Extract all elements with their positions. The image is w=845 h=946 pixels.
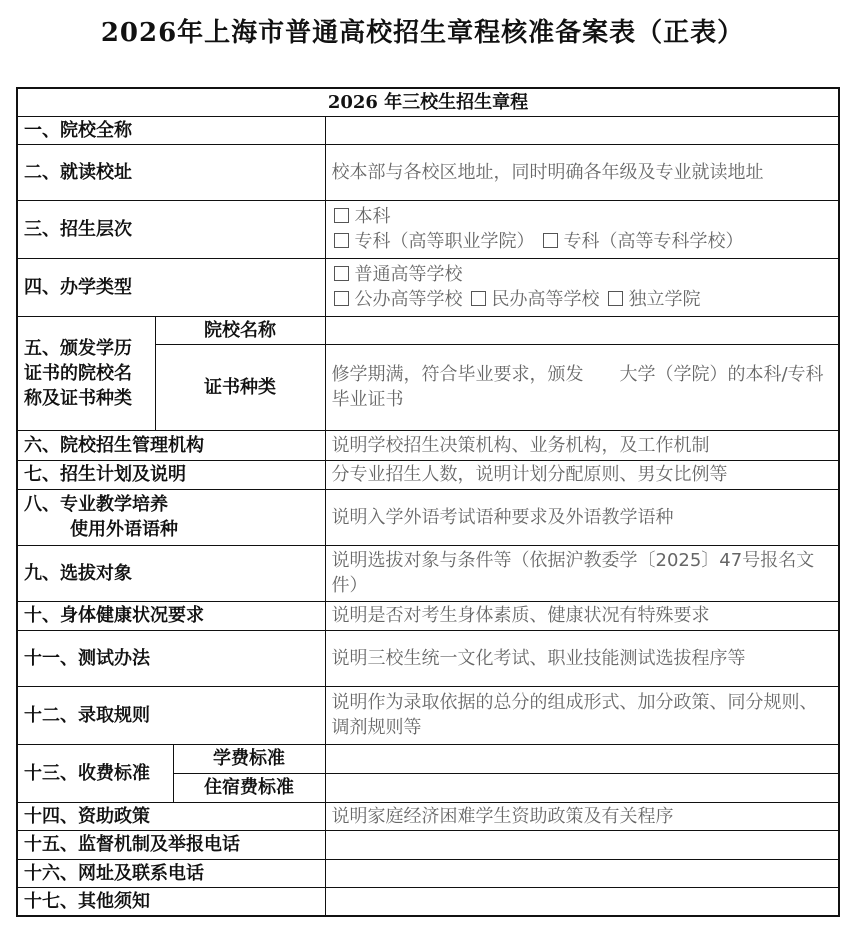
label-school-type: 四、办学类型 [17,258,325,316]
row-school-type [17,258,839,316]
label-fees: 十三、收费标准 [17,744,173,802]
label-certificate-section: 五、颁发学历证书的院校名称及证书种类 [17,316,155,430]
table-caption: 2026 年三校生招生章程 [17,88,839,116]
checkbox-icon [543,233,558,248]
row-admission-level [17,200,839,258]
value-supervision[interactable] [325,830,839,859]
value-health-requirement[interactable]: 说明是否对考生身体素质、健康状况有特殊要求 [325,601,839,630]
value-admission-office[interactable]: 说明学校招生决策机构、业务机构，及工作机制 [325,430,839,460]
option-general-university[interactable]: 普通高等学校 [332,262,463,287]
page-title: 2026年上海市普通高校招生章程核准备案表（正表） [100,18,745,48]
row-certificate-school [17,316,839,344]
checkbox-icon [334,291,349,306]
row-financial-aid [17,802,839,830]
option-private-university[interactable]: 民办高等学校 [469,287,600,312]
label-admission-office: 六、院校招生管理机构 [17,430,325,460]
checkbox-icon [334,266,349,281]
value-school-name[interactable] [325,116,839,144]
row-health-requirement [17,601,839,630]
value-financial-aid[interactable]: 说明家庭经济困难学生资助政策及有关程序 [325,802,839,830]
value-website-contact[interactable] [325,859,839,887]
label-website-contact: 十六、网址及联系电话 [17,859,325,887]
value-enrollment-plan[interactable]: 分专业招生人数，说明计划分配原则、男女比例等 [325,460,839,489]
value-campus-address[interactable]: 校本部与各校区地址，同时明确各年级及专业就读地址 [325,144,839,200]
row-enrollment-plan [17,460,839,489]
label-test-method: 十一、测试办法 [17,630,325,686]
option-independent-college[interactable]: 独立学院 [606,287,701,312]
options-admission-level [325,200,839,258]
row-admission-office [17,430,839,460]
table-caption-row [17,88,839,116]
label-financial-aid: 十四、资助政策 [17,802,325,830]
label-school-name: 一、院校全称 [17,116,325,144]
row-admission-rules [17,686,839,744]
option-junior-college[interactable]: 专科（高等专科学校） [541,229,744,254]
row-selection-target [17,545,839,601]
filing-form-table [16,87,840,917]
label-admission-rules: 十二、录取规则 [17,686,325,744]
label-enrollment-plan: 七、招生计划及说明 [17,460,325,489]
row-other-notes [17,887,839,916]
value-certificate-school-name[interactable] [325,316,839,344]
label-other-notes: 十七、其他须知 [17,887,325,916]
option-vocational-college[interactable]: 专科（高等职业学院） [332,229,535,254]
checkbox-icon [471,291,486,306]
row-supervision [17,830,839,859]
checkbox-icon [334,208,349,223]
label-admission-level: 三、招生层次 [17,200,325,258]
label-selection-target: 九、选拔对象 [17,545,325,601]
sublabel-accommodation: 住宿费标准 [173,773,325,802]
sublabel-certificate-type: 证书种类 [155,344,325,430]
row-foreign-language [17,489,839,545]
options-school-type [325,258,839,316]
value-tuition[interactable] [325,744,839,773]
sublabel-certificate-school-name: 院校名称 [155,316,325,344]
row-website-contact [17,859,839,887]
row-tuition [17,744,839,773]
label-foreign-language: 八、专业教学培养 使用外语语种 [17,489,325,545]
value-certificate-type[interactable]: 修学期满，符合毕业要求，颁发 大学（学院）的本科/专科毕业证书 [325,344,839,430]
label-health-requirement: 十、身体健康状况要求 [17,601,325,630]
label-campus-address: 二、就读校址 [17,144,325,200]
value-other-notes[interactable] [325,887,839,916]
label-supervision: 十五、监督机制及举报电话 [17,830,325,859]
checkbox-icon [334,233,349,248]
value-test-method[interactable]: 说明三校生统一文化考试、职业技能测试选拔程序等 [325,630,839,686]
option-undergrad[interactable]: 本科 [332,204,391,229]
value-accommodation[interactable] [325,773,839,802]
row-test-method [17,630,839,686]
checkbox-icon [608,291,623,306]
option-public-university[interactable]: 公办高等学校 [332,287,463,312]
row-school-name [17,116,839,144]
value-selection-target[interactable]: 说明选拔对象与条件等（依据沪教委学〔2025〕47号报名文件） [325,545,839,601]
value-foreign-language[interactable]: 说明入学外语考试语种要求及外语教学语种 [325,489,839,545]
value-admission-rules[interactable]: 说明作为录取依据的总分的组成形式、加分政策、同分规则、调剂规则等 [325,686,839,744]
row-campus-address [17,144,839,200]
sublabel-tuition: 学费标准 [173,744,325,773]
